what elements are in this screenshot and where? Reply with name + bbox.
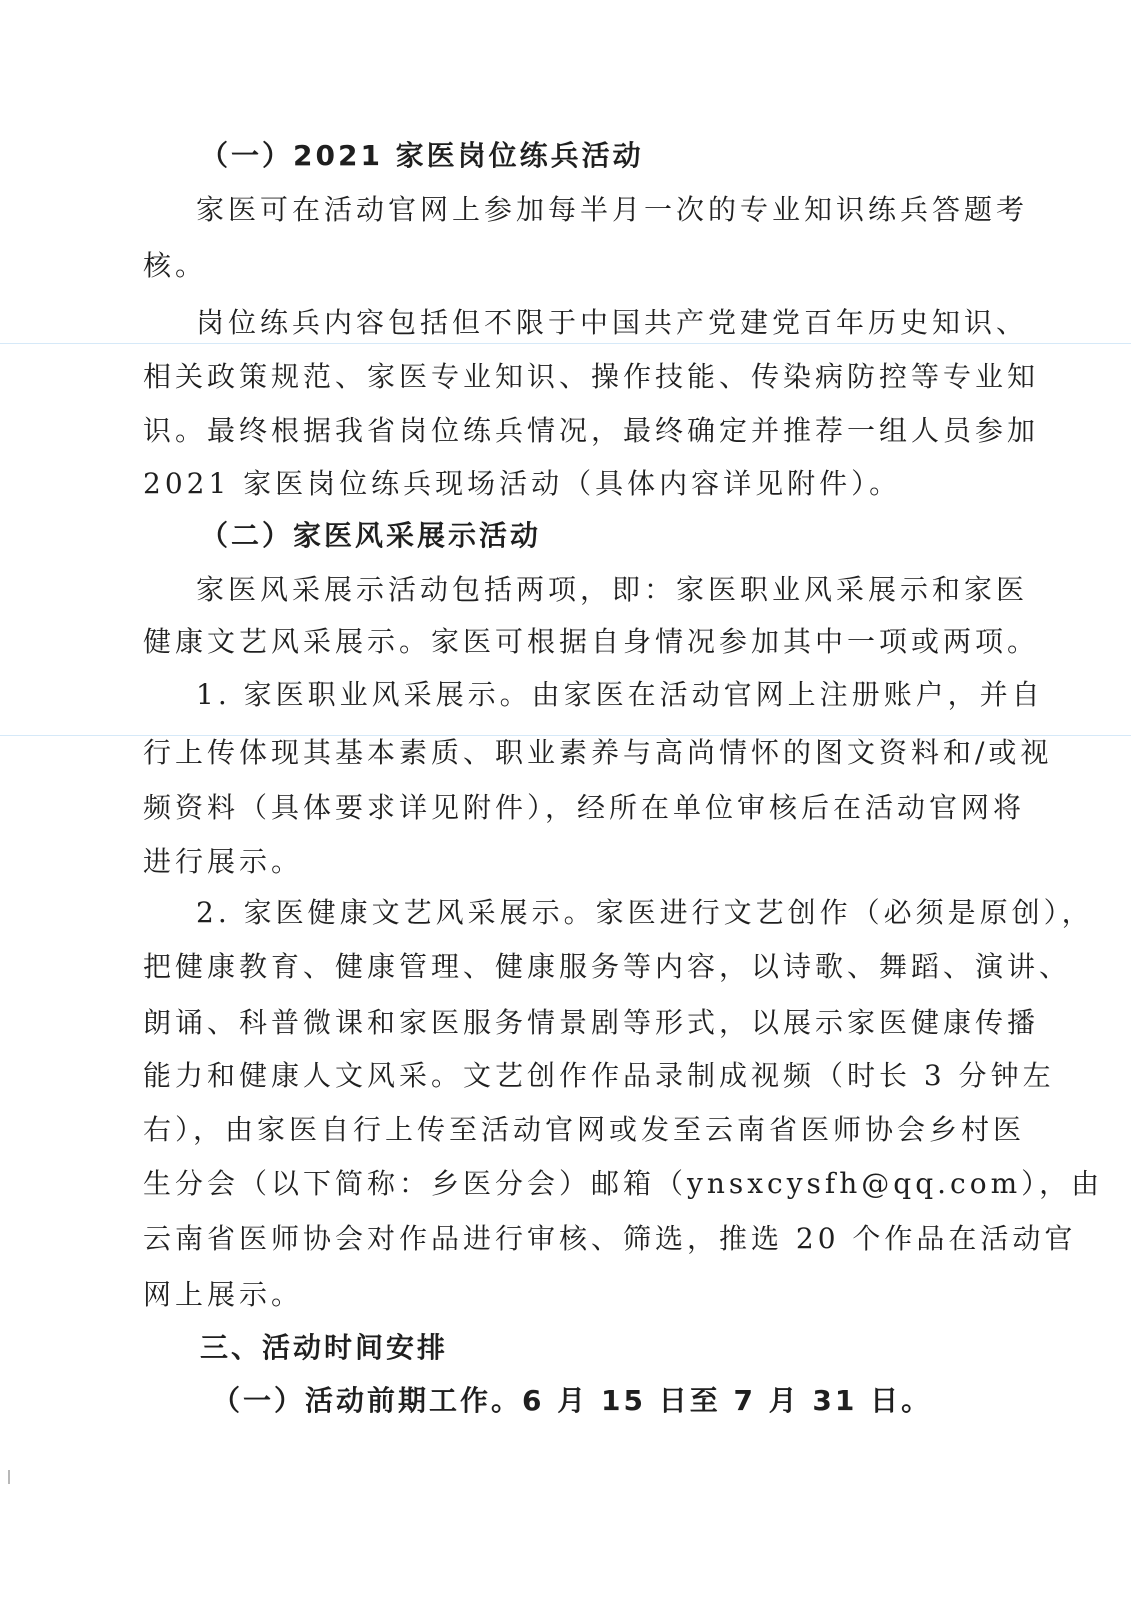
paragraph-line: 相关政策规范、家医专业知识、操作技能、传染病防控等专业知 bbox=[143, 360, 1040, 393]
paragraph-line: 1. 家医职业风采展示。由家医在活动官网上注册账户，并自 bbox=[196, 678, 1044, 711]
paragraph-line: 2. 家医健康文艺风采展示。家医进行文艺创作（必须是原创）， bbox=[196, 896, 1094, 929]
paragraph-line: 进行展示。 bbox=[143, 845, 304, 878]
section-heading-schedule: 三、活动时间安排 bbox=[200, 1331, 449, 1364]
paragraph-line: 行上传体现其基本素质、职业素养与高尚情怀的图文资料和/或视 bbox=[143, 736, 1053, 769]
paragraph-line: 网上展示。 bbox=[143, 1278, 304, 1311]
paragraph-line: 核。 bbox=[143, 249, 208, 282]
paragraph-line: 2021 家医岗位练兵现场活动（具体内容详见附件）。 bbox=[143, 467, 902, 500]
subsection-heading-preparation: （一）活动前期工作。6 月 15 日至 7 月 31 日。 bbox=[212, 1384, 933, 1417]
paragraph-line: 右），由家医自行上传至活动官网或发至云南省医师协会乡村医 bbox=[143, 1113, 1026, 1146]
section-heading-drill: （一）2021 家医岗位练兵活动 bbox=[200, 139, 644, 172]
paragraph-line: 健康文艺风采展示。家医可根据自身情况参加其中一项或两项。 bbox=[143, 625, 1040, 658]
paragraph-line: 家医风采展示活动包括两项，即：家医职业风采展示和家医 bbox=[196, 573, 1029, 606]
paragraph-line: 朗诵、科普微课和家医服务情景剧等形式，以展示家医健康传播 bbox=[143, 1006, 1040, 1039]
paragraph-line: 岗位练兵内容包括但不限于中国共产党建党百年历史知识、 bbox=[196, 306, 1029, 339]
scan-artifact-line bbox=[0, 343, 1131, 344]
paragraph-line: 能力和健康人文风采。文艺创作作品录制成视频（时长 3 分钟左 bbox=[143, 1059, 1055, 1092]
paragraph-line: 频资料（具体要求详见附件），经所在单位审核后在活动官网将 bbox=[143, 791, 1026, 824]
section-heading-showcase: （二）家医风采展示活动 bbox=[200, 519, 542, 552]
paragraph-line: 生分会（以下简称：乡医分会）邮箱（ynsxcysfh@qq.com），由 bbox=[143, 1167, 1104, 1200]
margin-mark bbox=[8, 1470, 10, 1484]
paragraph-line: 家医可在活动官网上参加每半月一次的专业知识练兵答题考 bbox=[196, 193, 1029, 226]
paragraph-line: 把健康教育、健康管理、健康服务等内容，以诗歌、舞蹈、演讲、 bbox=[143, 950, 1072, 983]
paragraph-line: 云南省医师协会对作品进行审核、筛选，推选 20 个作品在活动官 bbox=[143, 1222, 1077, 1255]
paragraph-line: 识。最终根据我省岗位练兵情况，最终确定并推荐一组人员参加 bbox=[143, 414, 1040, 447]
